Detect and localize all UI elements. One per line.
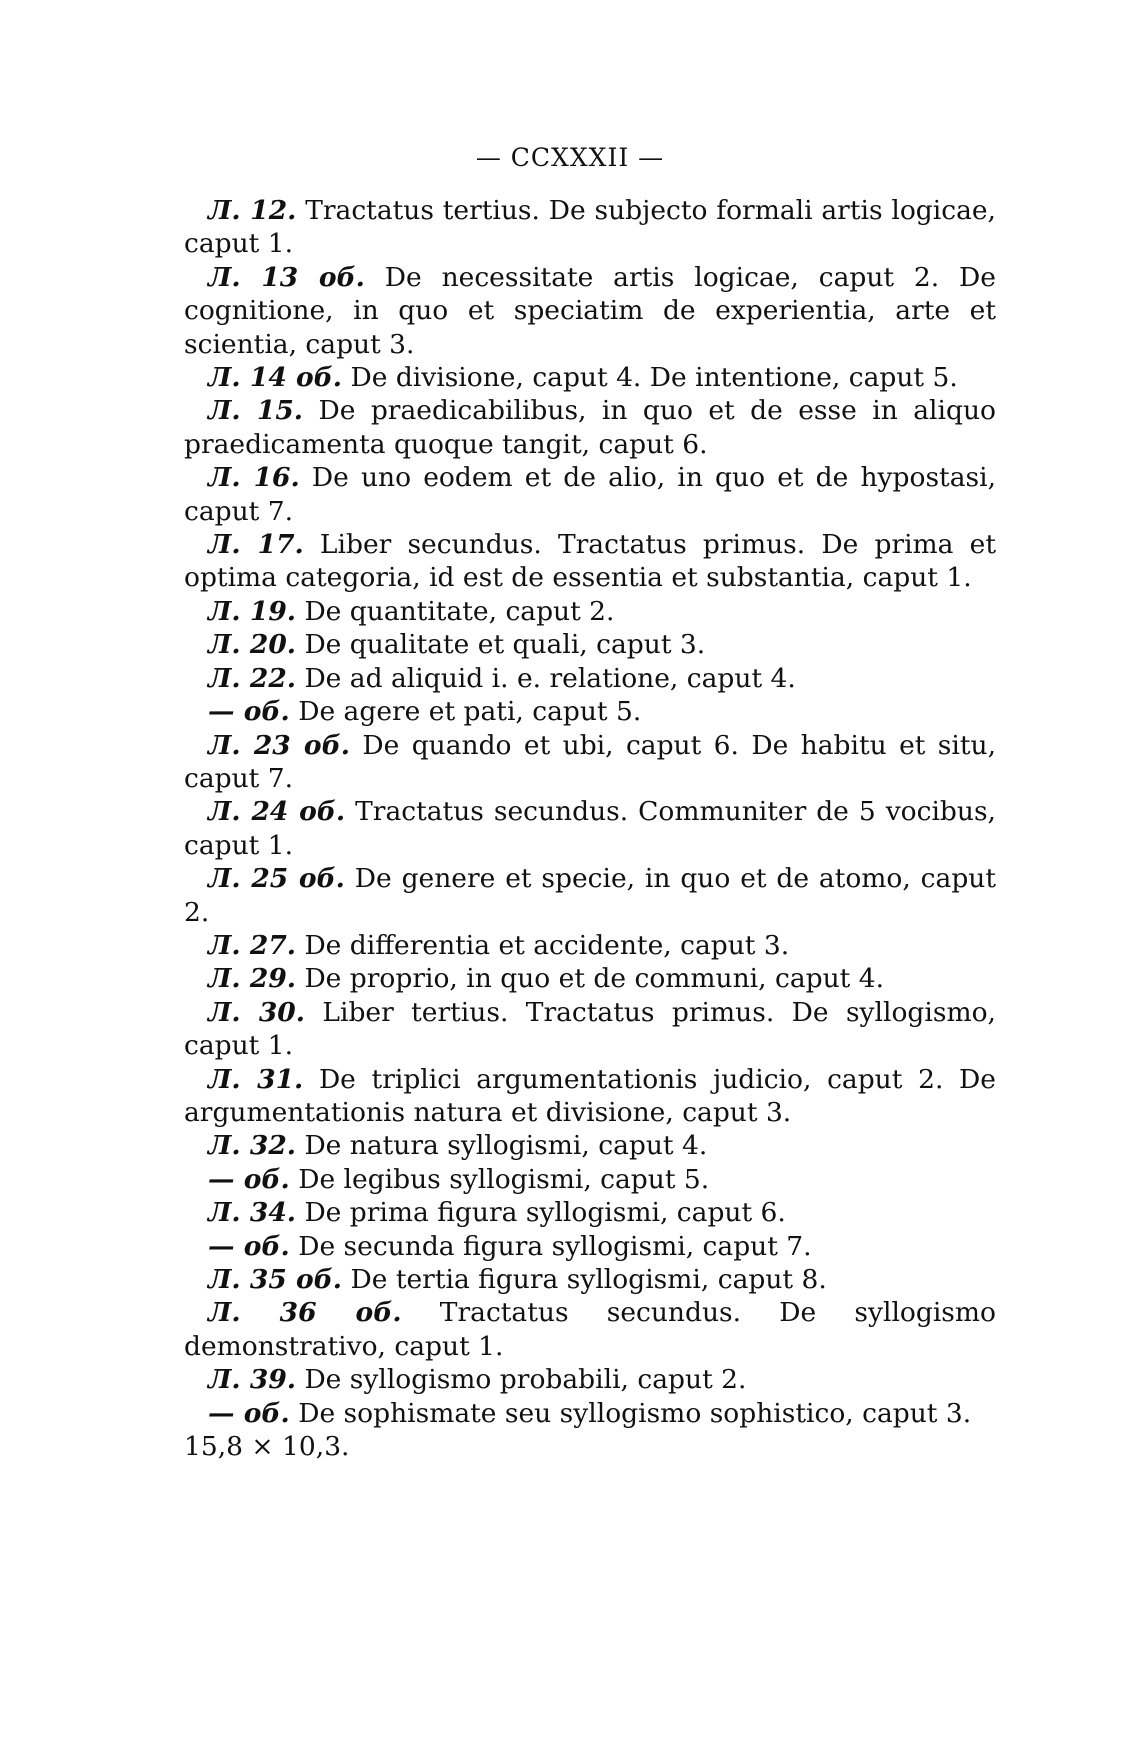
list-item <box>184 862 996 929</box>
entry-list <box>184 194 996 1463</box>
folio-reference: — об. <box>208 1397 290 1429</box>
entry-text: Tractatus tertius. De subjecto formali artis logicae, caput 1. <box>184 195 996 260</box>
list-item <box>184 1296 996 1363</box>
list-item <box>184 1163 996 1196</box>
entry-text: De praedicabilibus, in quo et de esse in aliquo praedicamenta quoque tangit, caput 6. <box>184 395 996 460</box>
folio-reference: Л. 32. <box>208 1130 296 1162</box>
entry-text: De agere et pati, caput 5. <box>298 696 642 728</box>
folio-reference: Л. 39. <box>208 1364 296 1396</box>
entry-text: De ad aliquid i. e. relatione, caput 4. <box>304 662 796 694</box>
entry-text: De prima figura syllogismi, caput 6. <box>304 1197 786 1229</box>
folio-reference: Л. 24 об. <box>208 796 346 828</box>
entry-text: Liber secundus. Tractatus primus. De prima et optima categoria, id est de essentia et substantia, caput 1. <box>184 529 996 594</box>
folio-reference: Л. 16. <box>208 462 300 494</box>
list-item <box>184 194 996 261</box>
folio-reference: Л. 12. <box>208 195 297 226</box>
list-item <box>184 1230 996 1263</box>
entry-text: Tractatus secundus. Communiter de 5 vocibus, caput 1. <box>184 796 996 861</box>
entry-text: De natura syllogismi, caput 4. <box>304 1130 708 1162</box>
entry-text: De necessitate artis logicae, caput 2. De cognitione, in quo et speciatim de experientia, arte et scientia, caput 3. <box>184 261 996 360</box>
list-item <box>184 795 996 862</box>
entry-text: De quantitate, caput 2. <box>304 595 615 627</box>
folio-reference: Л. 23 об. <box>208 729 350 761</box>
folio-reference: — об. <box>208 1230 290 1262</box>
entry-text: De genere et specie, in quo et de atomo, caput 2. <box>184 863 996 928</box>
entry-text: De proprio, in quo et de communi, caput 4. <box>304 963 885 995</box>
folio-reference: Л. 20. <box>208 629 296 661</box>
list-item <box>184 628 996 661</box>
entry-text: De uno eodem et de alio, in quo et de hypostasi, caput 7. <box>184 462 996 527</box>
page-number-heading: — CCXXXII — <box>475 143 665 172</box>
list-item <box>184 1129 996 1162</box>
folio-reference: Л. 30. <box>208 996 305 1028</box>
list-item <box>184 261 996 361</box>
list-item <box>184 996 996 1063</box>
list-item <box>184 528 996 595</box>
list-item <box>184 595 996 628</box>
list-item <box>184 729 996 796</box>
manuscript-dimensions: 15,8 × 10,3. <box>184 1431 350 1463</box>
entry-text: De tertia figura syllogismi, caput 8. <box>350 1264 827 1295</box>
folio-reference: Л. 34. <box>208 1197 296 1229</box>
list-item <box>184 695 996 728</box>
folio-reference: Л. 13 об. <box>208 261 365 293</box>
folio-reference: Л. 17. <box>208 529 304 561</box>
folio-reference: — об. <box>208 696 290 728</box>
entry-text: De qualitate et quali, caput 3. <box>304 629 706 661</box>
entry-text: De differentia et accidente, caput 3. <box>304 929 790 961</box>
folio-reference: Л. 35 об. <box>208 1264 343 1295</box>
list-item <box>184 1363 996 1396</box>
entry-text: De divisione, caput 4. De intentione, caput 5. <box>350 362 958 394</box>
folio-reference: — об. <box>208 1163 290 1195</box>
entry-text: De syllogismo probabili, caput 2. <box>304 1364 747 1396</box>
list-item <box>184 962 996 995</box>
folio-reference: Л. 15. <box>208 395 304 427</box>
list-item <box>184 461 996 528</box>
folio-reference: Л. 27. <box>208 929 296 961</box>
entry-text: De triplici argumentationis judicio, caput 2. De argumentationis natura et divisione, caput 3. <box>184 1063 996 1128</box>
list-item <box>184 394 996 461</box>
entry-text: De legibus syllogismi, caput 5. <box>298 1163 710 1195</box>
folio-reference: Л. 36 об. <box>208 1297 402 1329</box>
entry-text: Liber tertius. Tractatus primus. De syllogismo, caput 1. <box>184 996 996 1062</box>
entry-text: Tractatus secundus. De syllogismo demonstrativo, caput 1. <box>184 1297 996 1362</box>
list-item <box>184 361 996 394</box>
entry-text: De sophismate seu syllogismo sophistico, caput 3. <box>298 1397 972 1429</box>
list-item <box>184 1063 996 1130</box>
folio-reference: Л. 19. <box>208 595 296 627</box>
folio-reference: Л. 22. <box>208 662 296 694</box>
folio-reference: Л. 25 об. <box>208 863 345 895</box>
entry-text: De quando et ubi, caput 6. De habitu et situ, caput 7. <box>184 729 997 794</box>
folio-reference: Л. 29. <box>208 963 296 995</box>
list-item <box>184 1196 996 1229</box>
folio-reference: Л. 31. <box>208 1063 304 1095</box>
entry-text: De secunda figura syllogismi, caput 7. <box>298 1230 812 1262</box>
list-item <box>184 929 996 962</box>
list-item <box>184 1397 996 1430</box>
folio-reference: Л. 14 об. <box>208 362 343 394</box>
list-item <box>184 1263 996 1296</box>
list-item <box>184 662 996 695</box>
